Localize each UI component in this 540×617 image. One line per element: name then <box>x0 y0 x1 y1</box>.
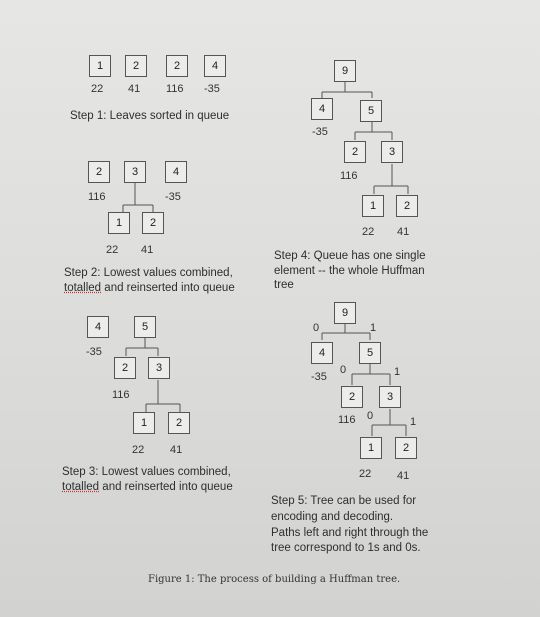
step4-node-2: 2 <box>344 141 366 163</box>
step4-value-116: 116 <box>340 170 358 182</box>
step2-value-neg35: -35 <box>165 191 181 203</box>
figure-caption: Figure 1: The process of building a Huffman tree. <box>148 574 401 585</box>
step4-node-9: 9 <box>334 60 356 82</box>
step5-caption-line4: tree correspond to 1s and 0s. <box>271 542 421 554</box>
step1-value-2: 41 <box>128 83 141 95</box>
step4-leaf-1: 1 <box>362 195 384 217</box>
step3-node-5: 5 <box>134 316 156 338</box>
step5-leaf-1: 1 <box>360 437 382 459</box>
step5-bit-0-low-left: 0 <box>367 410 374 422</box>
step5-caption-line1: Step 5: Tree can be used for <box>271 495 417 507</box>
step4-node-3: 3 <box>381 141 403 163</box>
step4-value-22: 22 <box>362 226 375 238</box>
step3-value-22: 22 <box>132 444 145 456</box>
step3-caption-line2: totalled and reinserted into queue <box>62 481 233 493</box>
step5-node-4: 4 <box>311 342 333 364</box>
step2-value-116: 116 <box>88 191 106 203</box>
step1-node-4: 4 <box>204 55 226 77</box>
step2-value-22: 22 <box>106 244 119 256</box>
step1-value-3: 116 <box>166 83 184 95</box>
step1-value-1: 22 <box>91 83 104 95</box>
step3-leaf-1: 1 <box>133 412 155 434</box>
step4-caption-line1: Step 4: Queue has one single <box>274 250 426 262</box>
step4-value-neg35: -35 <box>312 126 328 138</box>
step5-value-116: 116 <box>338 414 356 426</box>
step3-node-3: 3 <box>148 357 170 379</box>
step4-node-4: 4 <box>311 98 333 120</box>
step2-value-41: 41 <box>141 244 154 256</box>
step5-bit-0-mid-left: 0 <box>340 364 347 376</box>
step5-caption-line2: encoding and decoding. <box>271 511 394 523</box>
step5-node-2: 2 <box>341 386 363 408</box>
step3-caption-line1: Step 3: Lowest values combined, <box>62 466 231 478</box>
step5-value-41: 41 <box>397 470 410 482</box>
step3-value-41: 41 <box>170 444 183 456</box>
step5-node-9: 9 <box>334 302 356 324</box>
step1-node-2: 2 <box>125 55 147 77</box>
step3-leaf-2: 2 <box>168 412 190 434</box>
step2-node-3: 3 <box>124 161 146 183</box>
step1-caption: Step 1: Leaves sorted in queue <box>70 110 230 122</box>
step2-caption-line2: totalled and reinserted into queue <box>64 282 235 294</box>
step5-caption-line3: Paths left and right through the <box>271 527 429 539</box>
step3-value-neg35: -35 <box>86 346 102 358</box>
step5-value-22: 22 <box>359 468 372 480</box>
step4-value-41: 41 <box>397 226 410 238</box>
step2-leaf-1: 1 <box>108 212 130 234</box>
step5-bit-1-root-right: 1 <box>370 322 377 334</box>
step5-bit-1-low-right: 1 <box>410 416 417 428</box>
step5-leaf-2: 2 <box>395 437 417 459</box>
step3-value-116: 116 <box>112 389 130 401</box>
step3-node-2: 2 <box>114 357 136 379</box>
step3-node-4: 4 <box>87 316 109 338</box>
step4-caption-line3: tree <box>274 279 294 291</box>
step1-value-4: -35 <box>204 83 220 95</box>
step4-caption-line2: element -- the whole Huffman <box>274 265 425 277</box>
step2-leaf-2: 2 <box>142 212 164 234</box>
step5-value-neg35: -35 <box>311 371 327 383</box>
step4-node-5: 5 <box>360 100 382 122</box>
step5-bit-1-mid-right: 1 <box>394 366 401 378</box>
step5-bit-0-root-left: 0 <box>313 322 320 334</box>
step4-leaf-2: 2 <box>396 195 418 217</box>
step2-node-2: 2 <box>88 161 110 183</box>
step1-node-1: 1 <box>89 55 111 77</box>
step2-node-4: 4 <box>165 161 187 183</box>
step2-caption-line1: Step 2: Lowest values combined, <box>64 267 233 279</box>
step5-node-3: 3 <box>379 386 401 408</box>
step1-node-3: 2 <box>166 55 188 77</box>
step5-node-5: 5 <box>359 342 381 364</box>
